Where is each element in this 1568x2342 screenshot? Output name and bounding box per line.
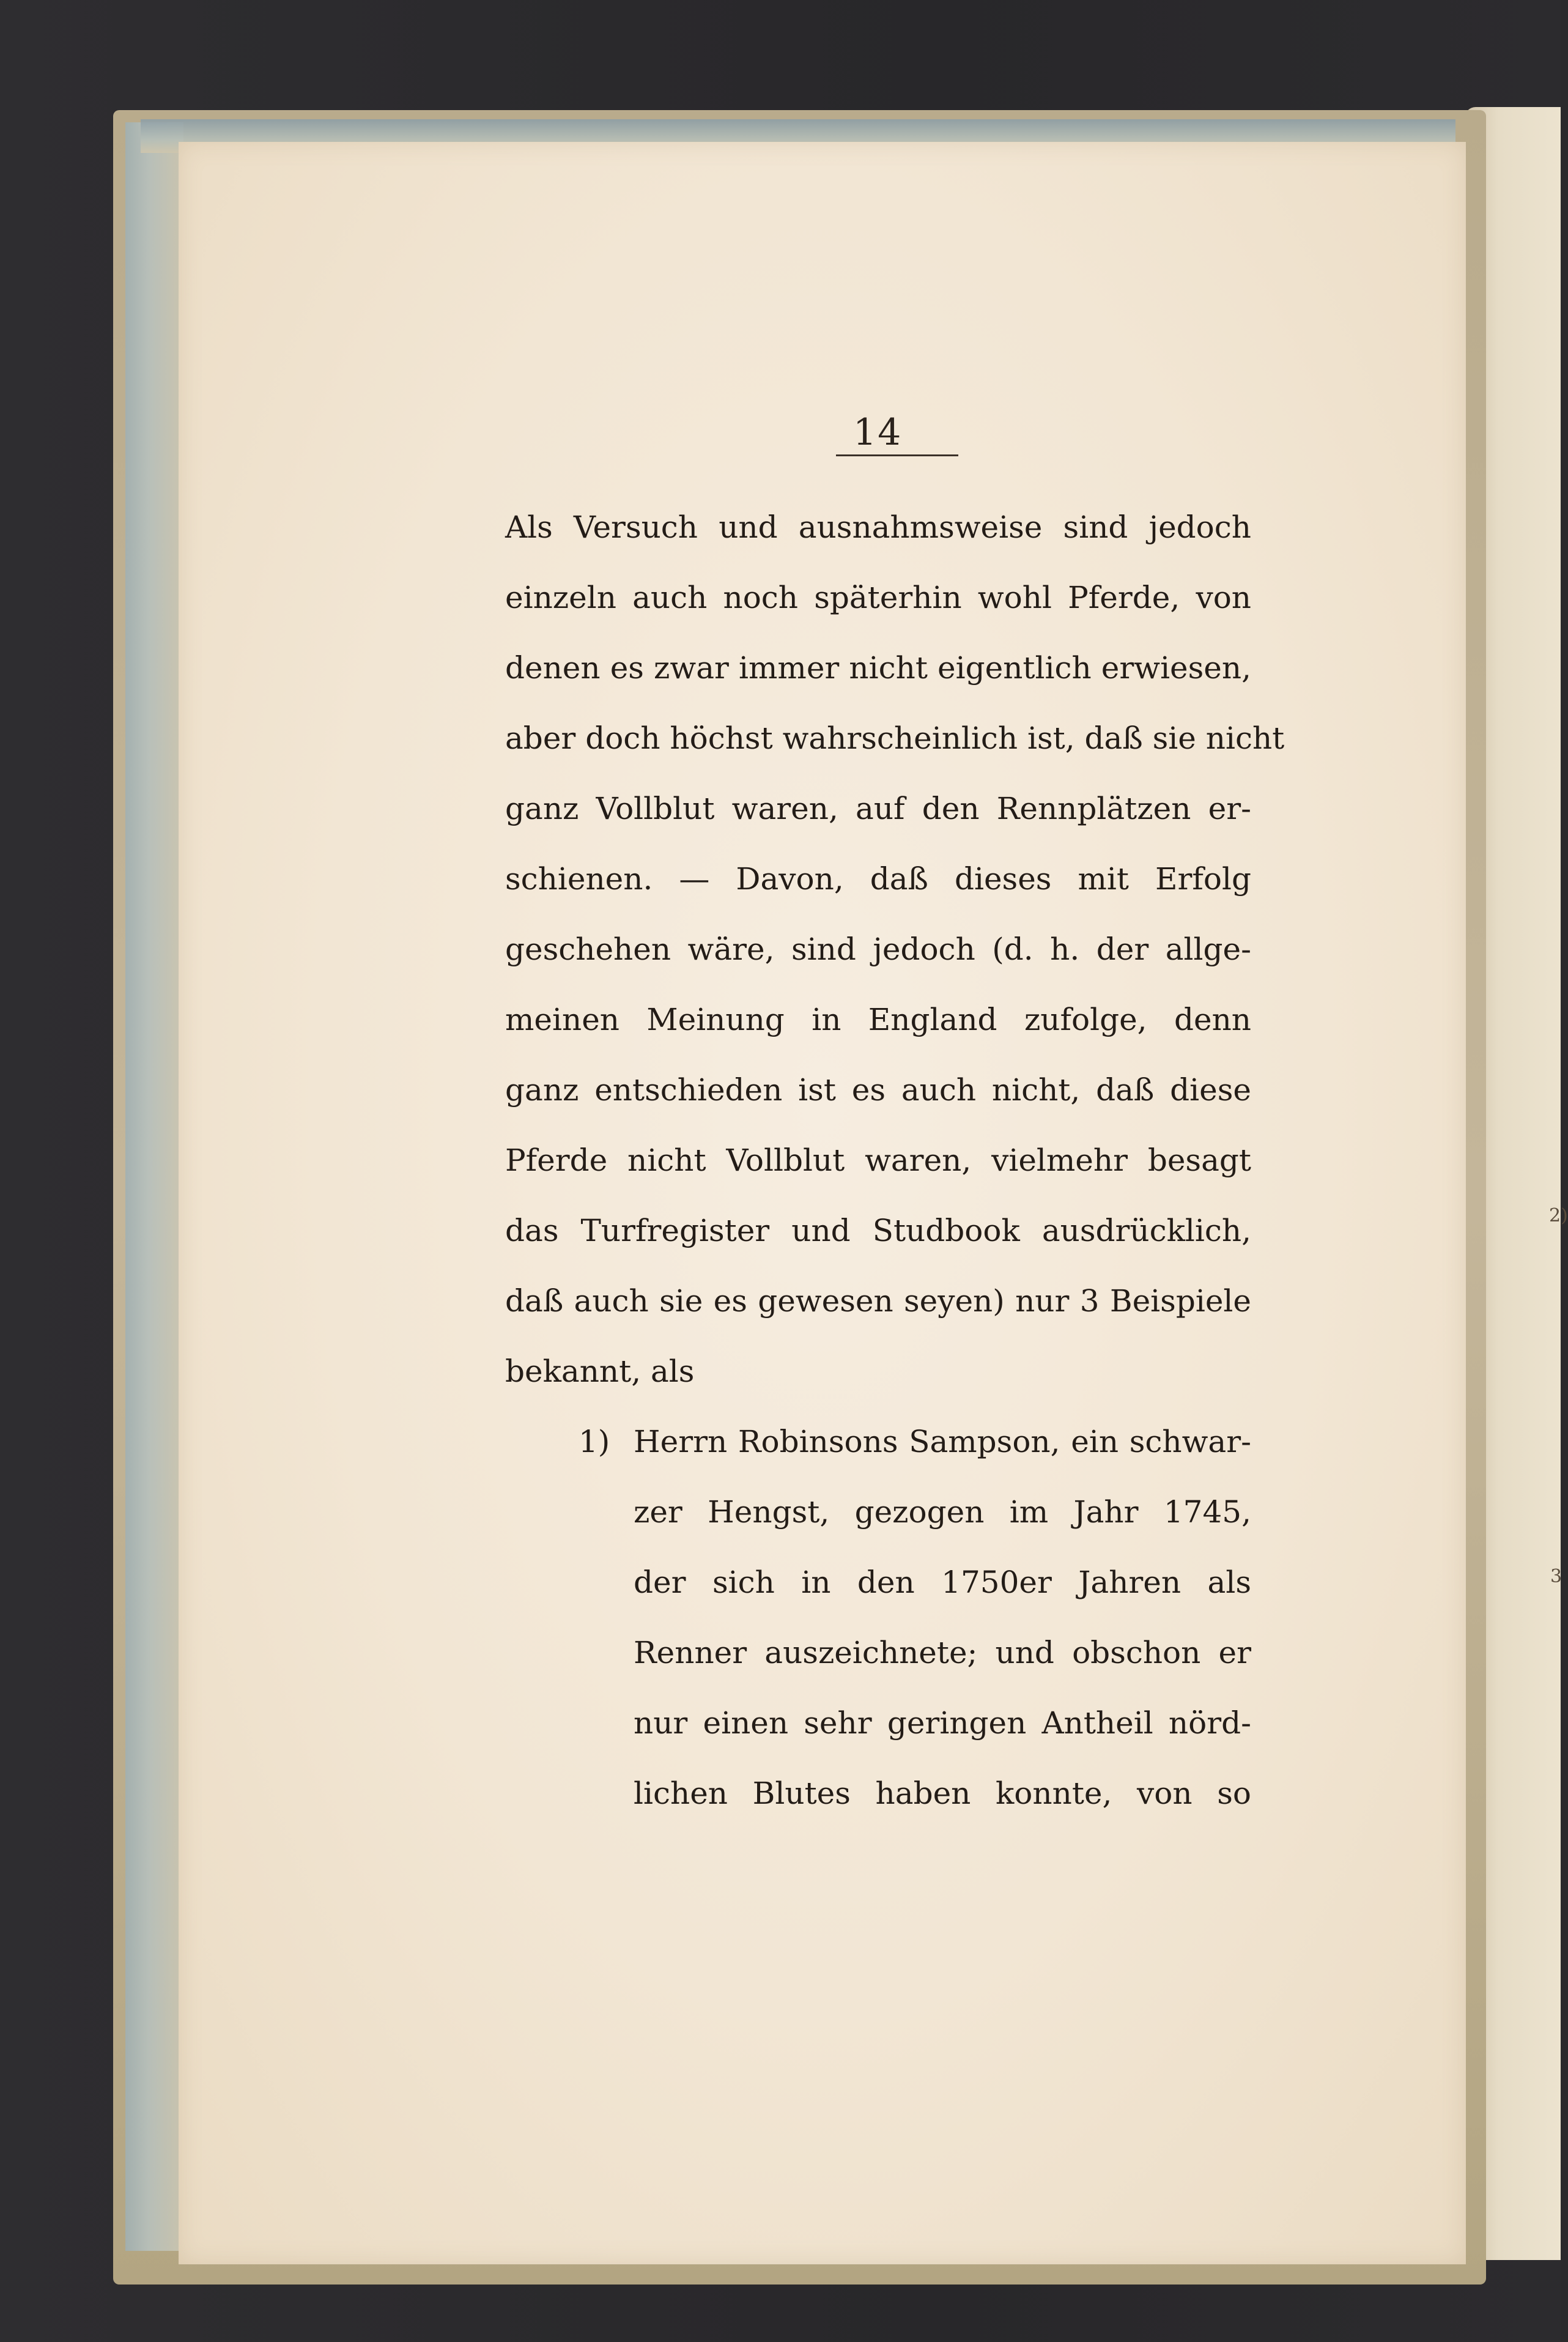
text-line: Als Versuch und ausnahmsweise sind jedoch xyxy=(505,510,1251,545)
list-item-line: Renner auszeichnete; und obschon er xyxy=(634,1635,1251,1670)
text-line: das Turfregister und Studbook ausdrücklich, xyxy=(505,1213,1251,1248)
facing-page-mark: 2) xyxy=(1549,1205,1568,1226)
cover-spine-edge xyxy=(125,122,183,2251)
book-page xyxy=(179,142,1466,2264)
page-number: 14 xyxy=(853,411,903,454)
text-line: geschehen wäre, sind jedoch (d. h. der allge- xyxy=(505,932,1251,967)
list-item-number: 1) xyxy=(579,1424,610,1459)
list-item-line: lichen Blutes haben konnte, von so xyxy=(634,1776,1251,1811)
text-line: bekannt, als xyxy=(505,1354,695,1389)
facing-page-mark: 3 xyxy=(1550,1566,1562,1587)
text-line: schienen. — Davon, daß dieses mit Erfolg xyxy=(505,861,1251,897)
list-item-line: der sich in den 1750er Jahren als xyxy=(634,1565,1251,1600)
text-line: Pferde nicht Vollblut waren, vielmehr besagt xyxy=(505,1143,1251,1178)
list-item-line: Herrn Robinsons Sampson, ein schwar- xyxy=(634,1424,1251,1459)
list-item-line: zer Hengst, gezogen im Jahr 1745, xyxy=(634,1494,1251,1530)
text-line: aber doch höchst wahrscheinlich ist, daß sie nicht xyxy=(505,721,1285,756)
text-line: denen es zwar immer nicht eigentlich erwiesen, xyxy=(505,650,1251,686)
text-line: ganz entschieden ist es auch nicht, daß diese xyxy=(505,1072,1251,1108)
text-line: ganz Vollblut waren, auf den Rennplätzen er- xyxy=(505,791,1251,826)
text-line: daß auch sie es gewesen seyen) nur 3 Beispiele xyxy=(505,1283,1251,1319)
header-rule xyxy=(836,454,958,456)
text-line: meinen Meinung in England zufolge, denn xyxy=(505,1002,1251,1037)
list-item-line: nur einen sehr geringen Antheil nörd- xyxy=(634,1705,1251,1741)
text-line: einzeln auch noch späterhin wohl Pferde, von xyxy=(505,580,1251,615)
